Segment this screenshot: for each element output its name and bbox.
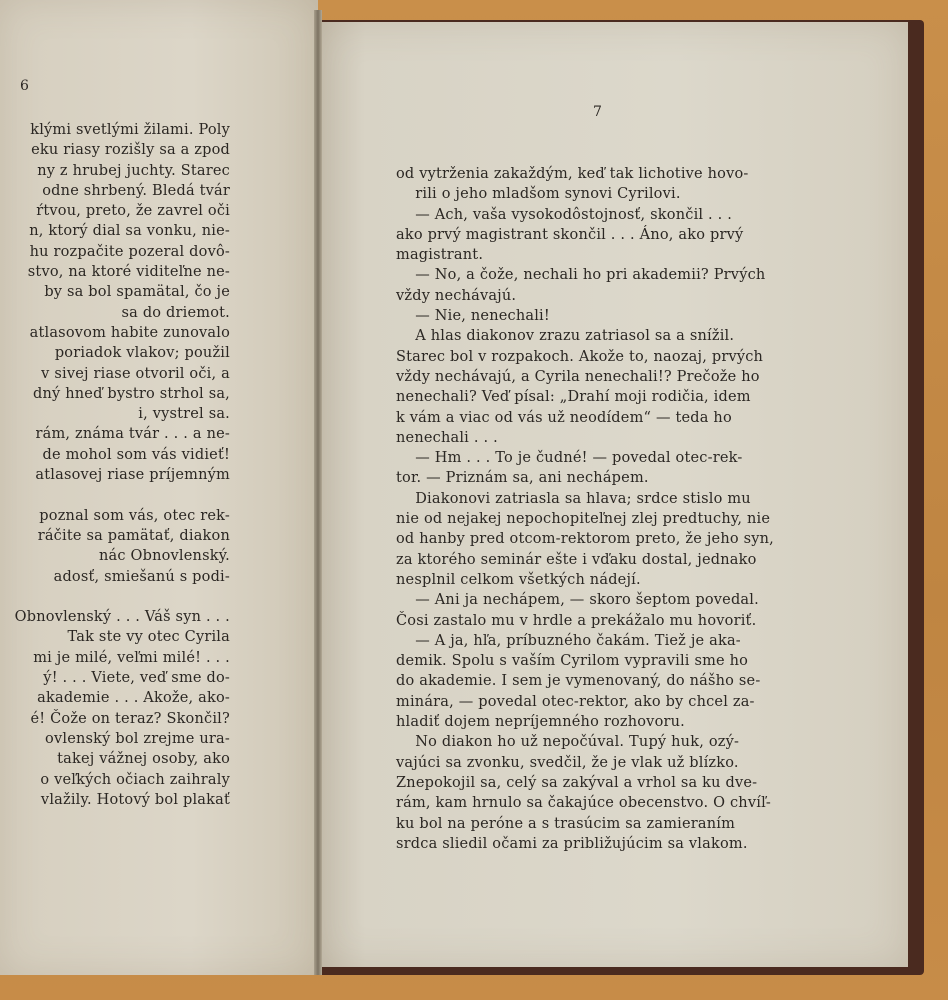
text-line: poriadok vlakov; použil <box>54 345 230 362</box>
text-line: ovlenský bol zrejme ura- <box>45 730 230 747</box>
text-line: sa do driemot. <box>121 304 230 321</box>
text-line: — Hm . . . To je čudné! — povedal otec-rek- <box>396 450 743 467</box>
text-line: klými svetlými žilami. Poly <box>30 122 230 138</box>
text-line: Diakonovi zatriasla sa hlava; srdce stislo mu <box>396 490 751 507</box>
text-line: rám, kam hrnulo sa čakajúce obecenstvo. O chvíľ- <box>396 795 772 812</box>
text-line: srdca sliedil očami za približujúcim sa vlakom. <box>396 835 748 852</box>
text-line: by sa bol spamätal, čo je <box>44 284 230 301</box>
text-line: — A ja, hľa, príbuzného čakám. Tiež je aka- <box>396 632 741 649</box>
left-page <box>0 0 318 975</box>
text-line: No diakon ho už nepočúval. Tupý huk, ozý- <box>396 734 740 751</box>
text-line: — Nie, nenechali! <box>396 308 550 325</box>
text-line: rili o jeho mladšom synovi Cyrilovi. <box>396 186 681 203</box>
text-line: i, vystrel sa. <box>138 406 230 423</box>
text-line: stvo, na ktoré viditeľne ne- <box>27 264 230 281</box>
text-line: akademie . . . Akože, ako- <box>37 690 230 707</box>
text-line: — No, a čože, nechali ho pri akademii? Prvých <box>396 267 766 284</box>
left-page-number: 6 <box>20 78 29 94</box>
text-line: vlažily. Hotový bol plakať <box>40 791 230 808</box>
text-line: od hanby pred otcom-rektorom preto, že jeho syn, <box>396 531 774 548</box>
right-page-text <box>396 164 774 854</box>
text-line: k vám a viac od vás už neodídem“ — teda ho <box>396 409 732 426</box>
text-line <box>15 587 230 607</box>
text-line: ako prvý magistrant skončil . . . Áno, ako prvý <box>396 226 744 243</box>
text-line: minára, — povedal otec-rektor, ako by chcel za- <box>396 693 755 710</box>
text-line: hladiť dojem nepríjemného rozhovoru. <box>396 714 685 731</box>
right-page <box>318 22 908 967</box>
text-line: vždy nechávajú, a Cyrila nenechali!? Prečože ho <box>396 368 760 385</box>
text-line: dný hneď bystro strhol sa, <box>33 385 230 402</box>
text-line: Čosi zastalo mu v hrdle a prekážalo mu hovoriť. <box>396 612 757 629</box>
text-line: do akademie. I sem je vymenovaný, do nášho se- <box>396 673 761 690</box>
text-line: takej vážnej osoby, ako <box>57 751 230 768</box>
text-line: eku riasy rozišly sa a zpod <box>31 142 230 159</box>
text-line: nenechali? Veď písal: „Drahí moji rodičia, idem <box>396 389 751 406</box>
text-line: de mohol som vás vidieť! <box>42 446 230 463</box>
text-line: Obnovlenský . . . Váš syn . . . <box>14 609 230 626</box>
text-line: odne shrbený. Bledá tvár <box>42 182 230 199</box>
text-line: n, ktorý dial sa vonku, nie- <box>29 223 230 240</box>
text-line: é! Čože on teraz? Skončil? <box>30 710 230 727</box>
text-line: od vytrženia zakaždým, keď tak lichotive hovo- <box>396 166 749 182</box>
text-line: ý! . . . Viete, veď sme do- <box>43 670 230 687</box>
text-line: — Ani ja nechápem, — skoro šeptom povedal. <box>396 592 759 609</box>
text-line: vajúci sa zvonku, svedčil, že je vlak už blízko. <box>396 754 739 771</box>
text-line: demik. Spolu s vaším Cyrilom vypravili sme ho <box>396 653 749 670</box>
text-line: v sivej riase otvoril oči, a <box>41 365 230 382</box>
text-line: vždy nechávajú. <box>396 287 517 304</box>
text-line: nenechali . . . <box>396 429 498 446</box>
text-line: adosť, smiešanú s podi- <box>53 568 230 585</box>
text-line: o veľkých očiach zaihraly <box>40 771 230 788</box>
text-line: tor. — Priznám sa, ani nechápem. <box>396 470 649 487</box>
book-gutter <box>314 10 322 975</box>
text-line: Znepokojil sa, celý sa zakýval a vrhol sa ku dve- <box>396 774 758 791</box>
text-line: atlasovej riase príjemným <box>35 467 230 484</box>
text-line: nie od nejakej nepochopiteľnej zlej predtuchy, nie <box>396 511 771 528</box>
text-line: magistrant. <box>396 247 484 264</box>
text-line: Starec bol v rozpakoch. Akože to, naozaj, prvých <box>396 348 764 365</box>
text-line: ny z hrubej juchty. Starec <box>37 162 230 179</box>
text-line: atlasovom habite zunovalo <box>29 324 230 341</box>
left-page-text <box>15 120 230 810</box>
text-line: rám, známa tvár . . . a ne- <box>35 426 230 443</box>
text-line: ŕtvou, preto, že zavrel oči <box>36 203 230 220</box>
text-line: nác Obnovlenský. <box>98 548 230 565</box>
text-line: Tak ste vy otec Cyrila <box>67 629 230 646</box>
text-line: ku bol na peróne a s trasúcim sa zamieraním <box>396 815 736 832</box>
text-line: — Ach, vaša vysokodôstojnosť, skončil . . . <box>396 206 733 223</box>
text-line: poznal som vás, otec rek- <box>39 507 230 524</box>
text-line: za ktorého seminár ešte i vďaku dostal, jednako <box>396 551 757 568</box>
right-page-number: 7 <box>593 104 602 120</box>
text-line: ráčite sa pamätať, diakon <box>37 527 230 544</box>
text-line: A hlas diakonov zrazu zatriasol sa a snížil. <box>396 328 735 345</box>
text-line: mi je milé, veľmi milé! . . . <box>33 649 230 666</box>
text-line: hu rozpačite pozeral dovô- <box>29 243 230 260</box>
text-line: nesplnil celkom všetkých nádejí. <box>396 571 641 588</box>
text-line <box>15 485 230 505</box>
